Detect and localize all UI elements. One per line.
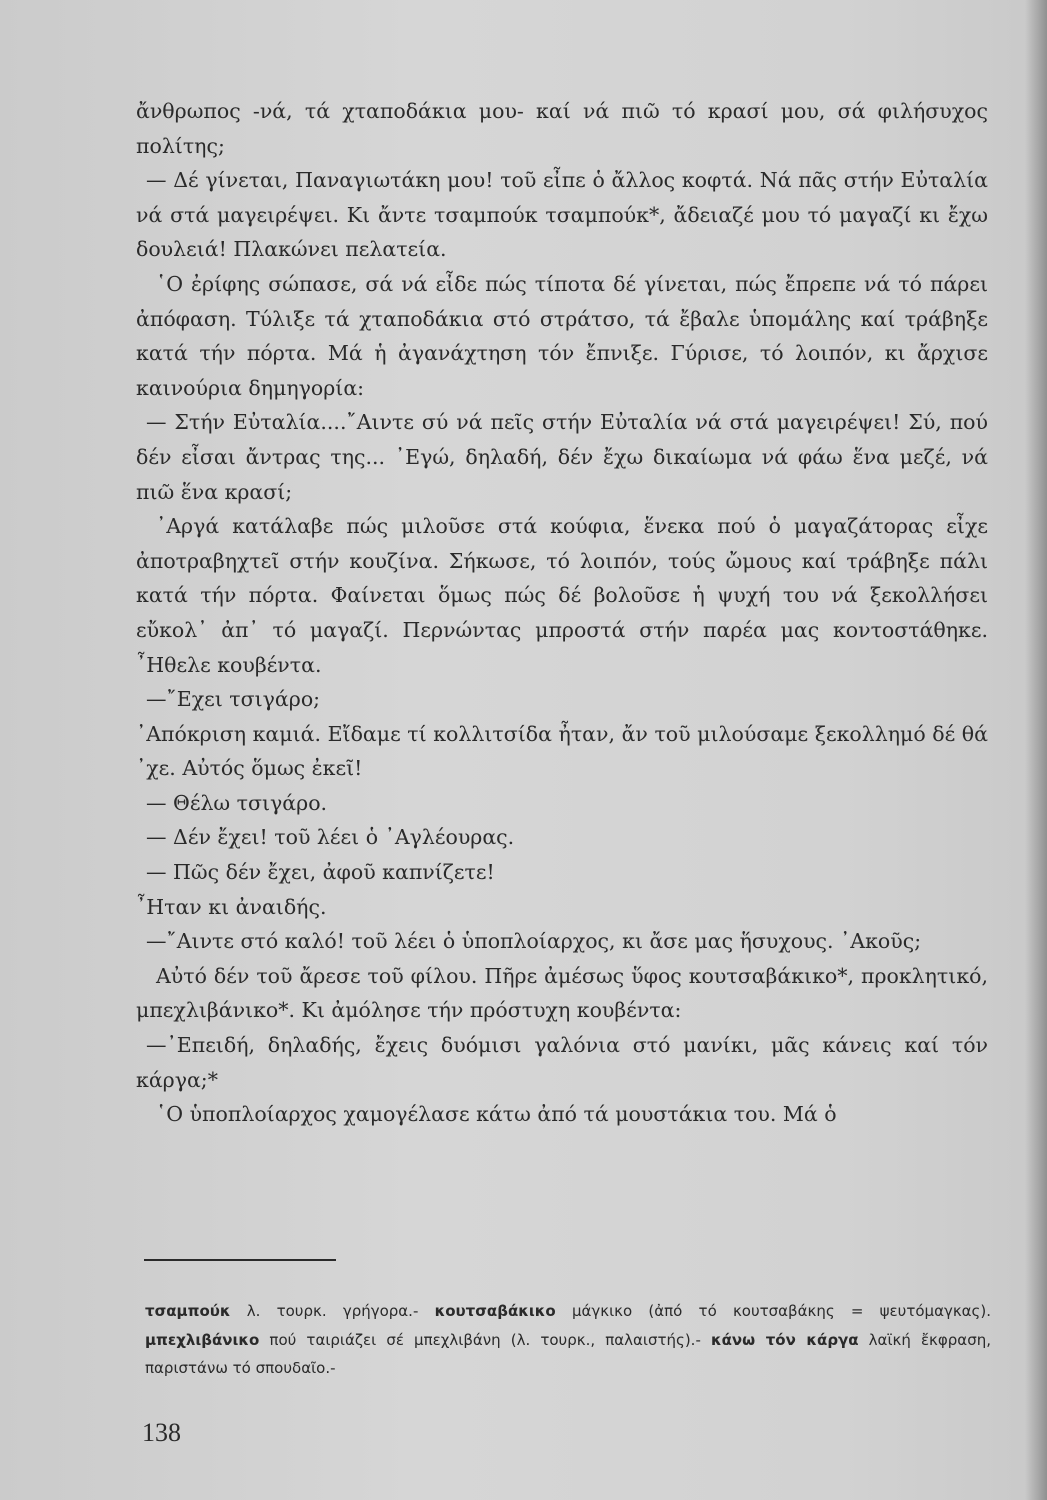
page-number: 138 (142, 1418, 181, 1447)
footnote-term: κάνω τόν κάργα (710, 1330, 859, 1349)
paragraph: — Πῶς δέν ἔχει, ἀφοῦ καπνίζετε! (146, 860, 495, 885)
footnote-definition: λ. τουρκ. γρήγορα.- (230, 1302, 435, 1320)
paragraph: ῾Ο ἐρίφης σώπασε, σά νά εἶδε πώς τίποτα δέ γίνεται, πώς ἔπρεπε νά τό πάρει ἀπόφαση. Τύλιξε τά χταποδάκια στό στράτσο, τά ἔβαλε ὑπομάλης καί τράβηξε κατά τήν πόρτα. Μά ἡ ἀγανάχτηση τόν ἔπνιξε. Γύρισε, τό λοιπόν, κι ἄρχισε καινούρια δημηγορία: (136, 271, 988, 400)
paragraph: ᾿Απόκριση καμιά. Εἴδαμε τί κολλιτσίδα ἦταν, ἄν τοῦ μιλούσαμε ξεκολλημό δέ θά ᾿χε. Αὐτός ὅμως ἐκεῖ! (136, 721, 988, 781)
paragraph: — Δέν ἔχει! τοῦ λέει ὁ ᾿Αγλέουρας. (146, 825, 515, 850)
paragraph: ἄνθρωπος -νά, τά χταποδάκια μου- καί νά πιῶ τό κρασί μου, σά φιλήσυχος πολίτης; (136, 99, 988, 158)
footnote-divider (144, 1259, 336, 1261)
footnote-term: μπεχλιβάνικο (145, 1330, 260, 1349)
paragraph: ᾿Αργά κατάλαβε πώς μιλοῦσε στά κούφια, ἕνεκα πού ὁ μαγαζάτορας εἶχε ἀποτραβηχτεῖ στήν κουζίνα. Σήκωσε, τό λοιπόν, τούς ὤμους καί τράβηξε πάλι κατά τήν πόρτα. Φαίνεται ὅμως πώς δέ βολοῦσε ἡ ψυχή του νά ξεκολλήσει εὔκολ᾿ ἀπ᾿ τό μαγαζί. Περνώντας μπροστά στήν παρέα μας κοντοστάθηκε. ῏Ηθελε κουβέντα. (136, 514, 988, 677)
footnote-definition: πού ταιριάζει σέ μπεχλιβάνη (λ. τουρκ., παλαιστής).- (259, 1330, 711, 1349)
body-text (136, 94, 988, 1132)
footnote-block (145, 1297, 991, 1383)
footnote-definition: μάγκικο (ἀπό τό κουτσαβάκης = ψευτόμαγκας). (555, 1302, 991, 1320)
footnote-definition: λαϊκή ἔκφραση, παριστάνω τό σπουδαῖο.- (145, 1330, 991, 1377)
footnote-term: κουτσαβάκικο (434, 1302, 556, 1320)
paragraph: —᾿Επειδή, δηλαδής, ἔχεις δυόμισι γαλόνια στό μανίκι, μᾶς κάνεις καί τόν κάργα;* (136, 1033, 988, 1092)
paragraph: —῎Εχει τσιγάρο; (146, 687, 321, 712)
footnote-term: τσαμπούκ (145, 1302, 231, 1320)
paragraph: — Δέ γίνεται, Παναγιωτάκη μου! τοῦ εἶπε ὁ ἄλλος κοφτά. Νά πᾶς στήν Εὐταλία νά στά μαγειρέψει. Κι ἄντε τσαμπούκ τσαμπούκ*, ἄδειαζέ μου τό μαγαζί κι ἔχω δουλειά! Πλακώνει πελατεία. (136, 168, 988, 262)
paragraph: — Στήν Εὐταλία....῎Αιντε σύ νά πεῖς στήν Εὐταλία νά στά μαγειρέψει! Σύ, πού δέν εἶσαι ἄντρας της... ᾿Εγώ, δηλαδή, δέν ἔχω δικαίωμα νά φάω ἕνα μεζέ, νά πιῶ ἕνα κρασί; (136, 410, 988, 504)
paragraph: ῏Ηταν κι ἀναιδής. (136, 894, 327, 919)
paragraph: ῾Ο ὑποπλοίαρχος χαμογέλασε κάτω ἀπό τά μουστάκια του. Μά ὁ (156, 1102, 837, 1127)
paragraph: — Θέλω τσιγάρο. (146, 790, 328, 815)
page-edge-shadow (1025, 0, 1047, 1500)
footnotes (145, 1297, 991, 1383)
paragraph: —῎Αιντε στό καλό! τοῦ λέει ὁ ὑποπλοίαρχος, κι ἄσε μας ἥσυχους. ᾿Ακοῦς; (146, 929, 922, 954)
paragraph: Αὐτό δέν τοῦ ἄρεσε τοῦ φίλου. Πῆρε ἀμέσως ὕφος κουτσαβάκικο*, προκλητικό, μπεχλιβάνικο*. Κι ἀμόλησε τήν πρόστυχη κουβέντα: (136, 963, 988, 1023)
